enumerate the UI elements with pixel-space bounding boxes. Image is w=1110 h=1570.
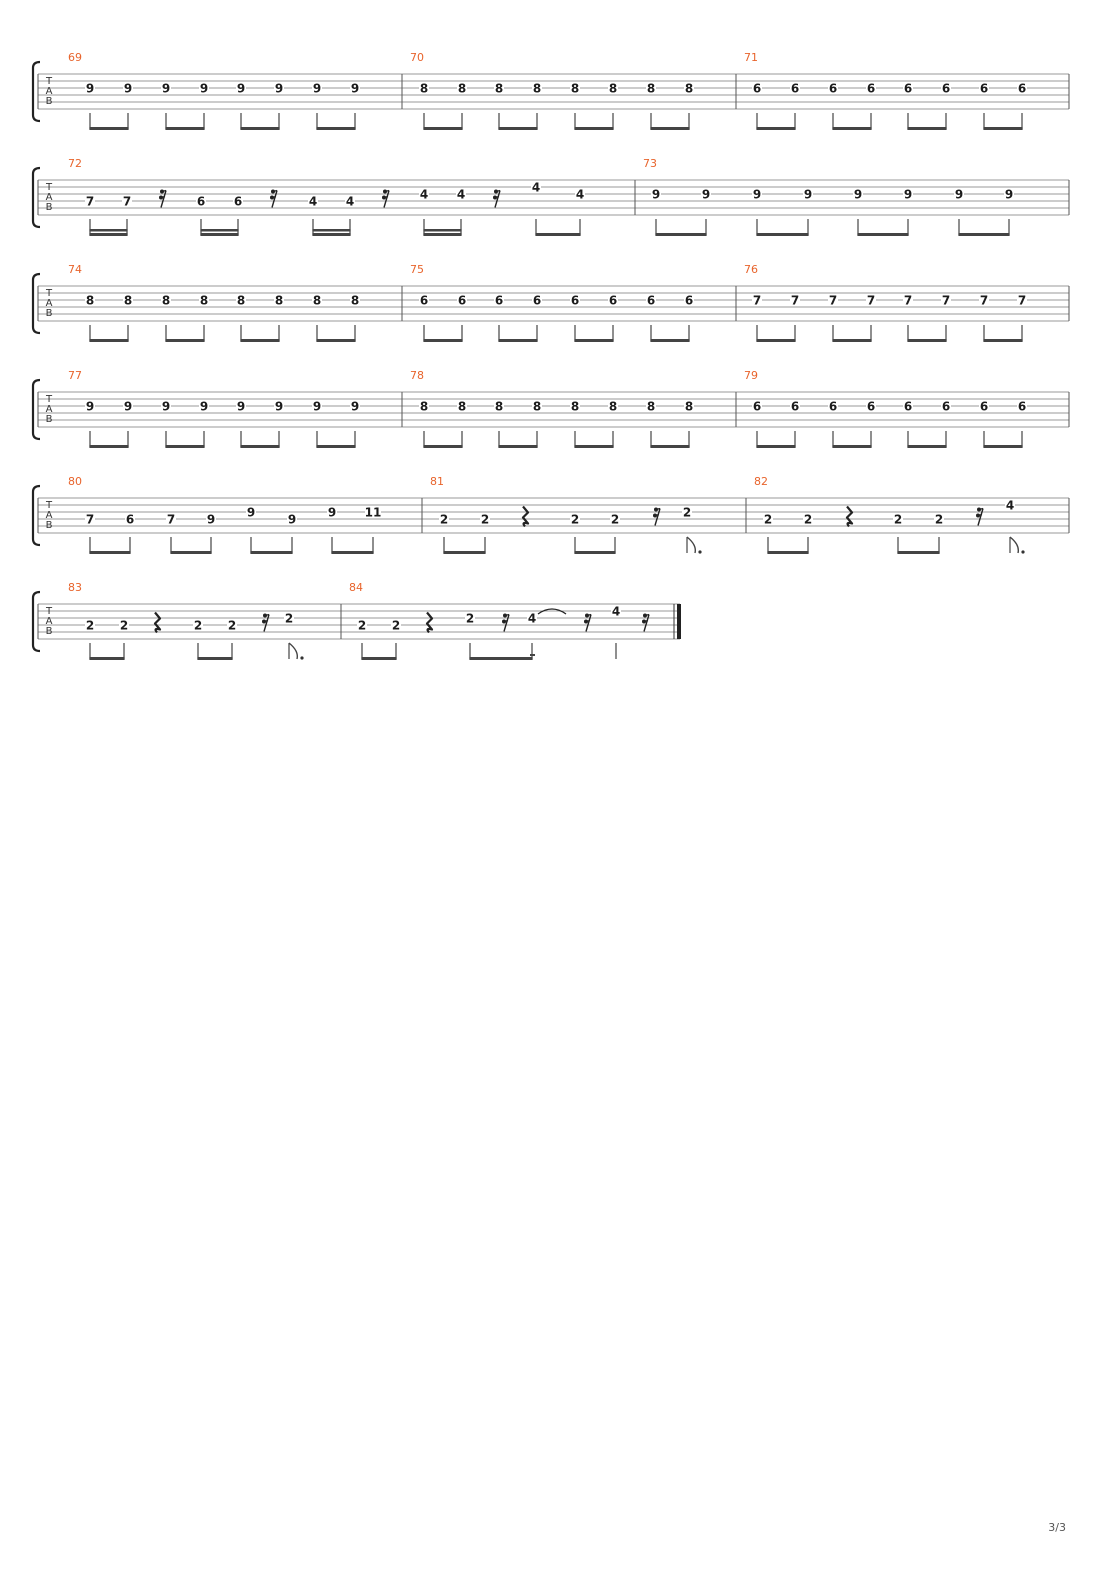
fret-number: 6 [866, 81, 876, 96]
fret-number: 8 [457, 81, 467, 96]
bar-number: 72 [68, 157, 82, 170]
tab-system [33, 51, 1069, 130]
fret-number: 8 [532, 81, 542, 96]
fret-number: 2 [284, 611, 294, 626]
fret-number: 7 [828, 293, 838, 308]
fret-number: 9 [312, 81, 322, 96]
beam [958, 233, 1009, 236]
bar-number: 70 [410, 51, 424, 64]
fret-number: 9 [85, 399, 95, 414]
fret-number: 9 [327, 505, 337, 520]
fret-number: 8 [236, 293, 246, 308]
fret-number: 9 [274, 399, 284, 414]
fret-number: 2 [570, 512, 580, 527]
tab-clef-letter: B [45, 626, 53, 637]
system-bracket [33, 380, 40, 439]
beam [423, 233, 461, 236]
bar-number: 81 [430, 475, 444, 488]
beam [316, 445, 355, 448]
beam [197, 657, 232, 660]
fret-number: 9 [701, 187, 711, 202]
tab-clef-letter: A [45, 86, 53, 97]
bar-number: 69 [68, 51, 82, 64]
dot [300, 656, 303, 659]
fret-number: 8 [684, 399, 694, 414]
fret-number: 8 [494, 81, 504, 96]
beam [89, 339, 128, 342]
fret-number: 8 [570, 399, 580, 414]
final-barline-thick [677, 604, 681, 639]
fret-number: 6 [979, 81, 989, 96]
beam [312, 233, 350, 236]
beam [897, 551, 939, 554]
fret-number: 9 [274, 81, 284, 96]
fret-number: 8 [684, 81, 694, 96]
fret-number: 2 [465, 611, 475, 626]
tab-clef-letter: T [45, 606, 53, 617]
fret-number: 6 [941, 81, 951, 96]
eighth-flag [687, 537, 695, 553]
fret-number: 4 [456, 187, 466, 202]
fret-number: 7 [752, 293, 762, 308]
quarter-rest [427, 613, 432, 633]
beam-secondary [423, 229, 461, 232]
fret-number: 7 [122, 194, 132, 209]
fret-number: 6 [752, 81, 762, 96]
fret-number: 4 [1005, 498, 1015, 513]
beam [907, 339, 946, 342]
fret-number: 6 [646, 293, 656, 308]
fret-number: 2 [763, 512, 773, 527]
fret-number: 9 [350, 81, 360, 96]
tab-clef-letter: T [45, 394, 53, 405]
beam [89, 445, 128, 448]
eighth-flag [289, 643, 297, 659]
dot [1021, 550, 1024, 553]
beam [250, 551, 292, 554]
fret-number: 9 [312, 399, 322, 414]
beam [832, 127, 871, 130]
fret-number: 6 [903, 81, 913, 96]
fret-number: 6 [979, 399, 989, 414]
bar-number: 79 [744, 369, 758, 382]
fret-number: 2 [357, 618, 367, 633]
fret-number: 6 [866, 399, 876, 414]
fret-number: 6 [790, 399, 800, 414]
fret-number: 8 [608, 81, 618, 96]
fret-number: 2 [893, 512, 903, 527]
beam [316, 339, 355, 342]
fret-number: 6 [684, 293, 694, 308]
bar-number: 80 [68, 475, 82, 488]
fret-number: 6 [532, 293, 542, 308]
beam [165, 445, 204, 448]
fret-number: 8 [646, 399, 656, 414]
tab-clef-letter: B [45, 520, 53, 531]
tab-clef-letter: T [45, 76, 53, 87]
fret-number: 9 [954, 187, 964, 202]
fret-number: 7 [85, 194, 95, 209]
bar-number: 74 [68, 263, 82, 276]
beam [756, 339, 795, 342]
beam [331, 551, 373, 554]
fret-number: 7 [166, 512, 176, 527]
beam [316, 127, 355, 130]
fret-number: 2 [682, 505, 692, 520]
fret-number: 6 [828, 399, 838, 414]
fret-number: 8 [570, 81, 580, 96]
fret-number: 4 [531, 180, 541, 195]
beam [574, 445, 613, 448]
beam [535, 233, 580, 236]
tab-clef-letter: T [45, 288, 53, 299]
tab-system [33, 369, 1069, 448]
page-indicator: 3/3 [1048, 1521, 1066, 1534]
bar-number: 71 [744, 51, 758, 64]
fret-number: 6 [1017, 81, 1027, 96]
fret-number: 8 [419, 399, 429, 414]
bar-number: 77 [68, 369, 82, 382]
beam [89, 657, 124, 660]
fret-number: 2 [119, 618, 129, 633]
fret-number: 8 [161, 293, 171, 308]
fret-number: 6 [790, 81, 800, 96]
beam [907, 127, 946, 130]
fret-number: 7 [790, 293, 800, 308]
fret-number: 9 [206, 512, 216, 527]
beam [165, 339, 204, 342]
fret-number: 8 [312, 293, 322, 308]
beam [574, 127, 613, 130]
beam [423, 127, 462, 130]
beam [361, 657, 396, 660]
beam [767, 551, 808, 554]
beam [832, 339, 871, 342]
beam [89, 551, 130, 554]
fret-number: 7 [85, 512, 95, 527]
fret-number: 2 [391, 618, 401, 633]
beam [650, 339, 689, 342]
fret-number: 9 [199, 81, 209, 96]
beam [983, 445, 1022, 448]
tab-clef-letter: A [45, 298, 53, 309]
fret-number: 2 [85, 618, 95, 633]
beam [756, 445, 795, 448]
beam [240, 445, 279, 448]
fret-number: 6 [233, 194, 243, 209]
fret-number: 9 [123, 81, 133, 96]
fret-number: 6 [125, 512, 135, 527]
beam [574, 551, 615, 554]
beam-secondary [200, 229, 238, 232]
beam [655, 233, 706, 236]
fret-number: 8 [646, 81, 656, 96]
beam [469, 657, 532, 660]
tab-clef-letter: A [45, 616, 53, 627]
tab-clef-letter: B [45, 414, 53, 425]
fret-number: 2 [193, 618, 203, 633]
beam [650, 127, 689, 130]
fret-number: 9 [803, 187, 813, 202]
beam [857, 233, 908, 236]
fret-number: 4 [308, 194, 318, 209]
fret-number: 6 [941, 399, 951, 414]
fret-number: 7 [866, 293, 876, 308]
fret-number: 4 [611, 604, 621, 619]
fret-number: 2 [227, 618, 237, 633]
beam [200, 233, 238, 236]
beam [498, 127, 537, 130]
fret-number: 9 [1004, 187, 1014, 202]
fret-number: 9 [123, 399, 133, 414]
beam [240, 339, 279, 342]
tab-clef-letter: A [45, 192, 53, 203]
beam [170, 551, 211, 554]
fret-number: 4 [575, 187, 585, 202]
bar-number: 78 [410, 369, 424, 382]
fret-number: 9 [161, 81, 171, 96]
beam [907, 445, 946, 448]
dot [698, 550, 701, 553]
fret-number: 7 [941, 293, 951, 308]
fret-number: 4 [527, 611, 537, 626]
fret-number: 9 [752, 187, 762, 202]
tab-clef-letter: B [45, 96, 53, 107]
fret-number: 9 [903, 187, 913, 202]
fret-number: 9 [236, 81, 246, 96]
system-bracket [33, 274, 40, 333]
beam-secondary [312, 229, 350, 232]
fret-number: 6 [196, 194, 206, 209]
beam-stub [530, 654, 535, 656]
fret-number: 6 [903, 399, 913, 414]
tab-clef-letter: A [45, 404, 53, 415]
tab-clef-letter: T [45, 500, 53, 511]
bar-number: 84 [349, 581, 363, 594]
fret-number: 6 [494, 293, 504, 308]
system-bracket [33, 592, 40, 651]
fret-number: 8 [419, 81, 429, 96]
beam [423, 339, 462, 342]
beam [574, 339, 613, 342]
bar-number: 82 [754, 475, 768, 488]
tab-system [33, 581, 681, 660]
quarter-rest [523, 507, 528, 527]
fret-number: 9 [246, 505, 256, 520]
fret-number: 2 [803, 512, 813, 527]
bar-number: 75 [410, 263, 424, 276]
tab-clef-letter: A [45, 510, 53, 521]
quarter-rest [155, 613, 160, 633]
fret-number: 6 [608, 293, 618, 308]
fret-number: 9 [651, 187, 661, 202]
fret-number: 8 [532, 399, 542, 414]
fret-number: 6 [457, 293, 467, 308]
bar-number: 73 [643, 157, 657, 170]
fret-number: 6 [828, 81, 838, 96]
tab-clef-letter: B [45, 202, 53, 213]
beam [756, 233, 808, 236]
fret-number: 7 [903, 293, 913, 308]
fret-number: 8 [199, 293, 209, 308]
fret-number: 9 [287, 512, 297, 527]
quarter-rest [847, 507, 852, 527]
tab-system [33, 475, 1069, 554]
tab-clef-letter: B [45, 308, 53, 319]
beam [756, 127, 795, 130]
bar-number: 76 [744, 263, 758, 276]
beam [832, 445, 871, 448]
fret-number: 7 [1017, 293, 1027, 308]
fret-number: 8 [123, 293, 133, 308]
beam [240, 127, 279, 130]
beam [165, 127, 204, 130]
fret-number: 4 [419, 187, 429, 202]
fret-number: 8 [457, 399, 467, 414]
beam [498, 445, 537, 448]
bar-number: 83 [68, 581, 82, 594]
fret-number: 6 [1017, 399, 1027, 414]
fret-number: 4 [345, 194, 355, 209]
fret-number: 2 [934, 512, 944, 527]
beam [423, 445, 462, 448]
tab-system [33, 157, 1069, 236]
fret-number: 8 [494, 399, 504, 414]
fret-number: 9 [350, 399, 360, 414]
tab-system [33, 263, 1069, 342]
fret-number: 2 [480, 512, 490, 527]
beam [89, 127, 128, 130]
beam [983, 127, 1022, 130]
beam [983, 339, 1022, 342]
fret-number: 9 [199, 399, 209, 414]
fret-number: 9 [161, 399, 171, 414]
system-bracket [33, 486, 40, 545]
fret-number: 8 [274, 293, 284, 308]
beam-secondary [89, 229, 127, 232]
system-bracket [33, 62, 40, 121]
fret-number: 8 [85, 293, 95, 308]
fret-number: 2 [610, 512, 620, 527]
fret-number: 11 [364, 505, 382, 520]
system-bracket [33, 168, 40, 227]
beam [650, 445, 689, 448]
beam [89, 233, 127, 236]
fret-number: 7 [979, 293, 989, 308]
fret-number: 8 [350, 293, 360, 308]
fret-number: 6 [752, 399, 762, 414]
fret-number: 8 [608, 399, 618, 414]
beam [443, 551, 485, 554]
fret-number: 6 [419, 293, 429, 308]
fret-number: 2 [439, 512, 449, 527]
fret-number: 9 [85, 81, 95, 96]
beam [498, 339, 537, 342]
fret-number: 9 [853, 187, 863, 202]
fret-number: 9 [236, 399, 246, 414]
fret-number: 6 [570, 293, 580, 308]
tab-clef-letter: T [45, 182, 53, 193]
eighth-flag [1010, 537, 1018, 553]
